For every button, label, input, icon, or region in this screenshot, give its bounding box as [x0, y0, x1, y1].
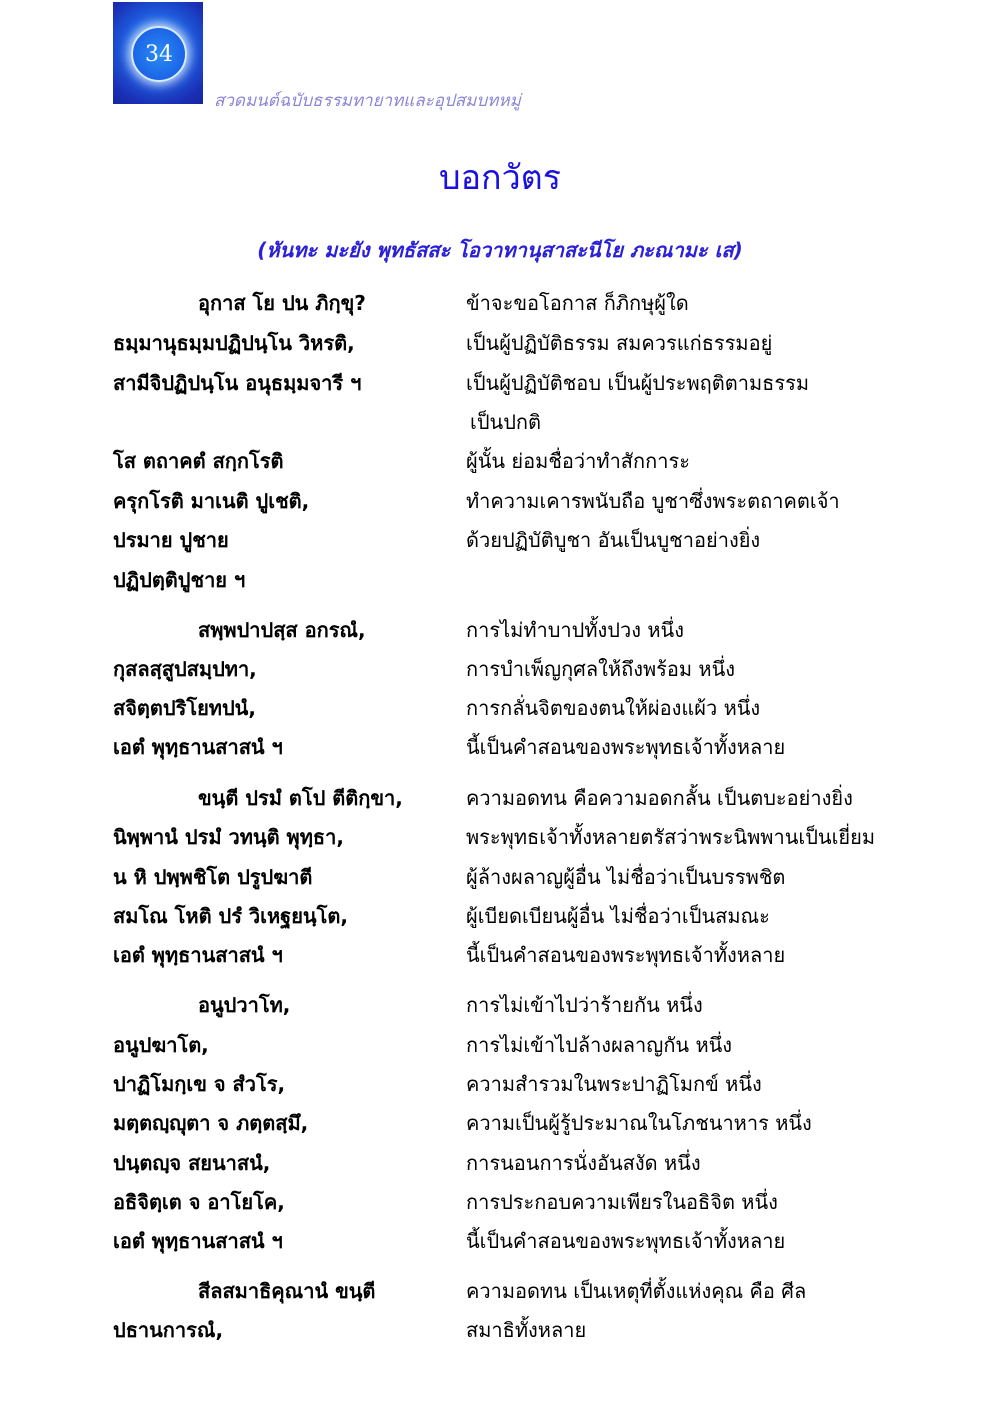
pali-line: เอตํ พุทฺธานสาสนํ ฯ — [113, 943, 283, 967]
thai-line: ด้วยปฏิบัติบูชา อันเป็นบูชาอย่างยิ่ง — [466, 528, 761, 552]
thai-line: การประกอบความเพียรในอธิจิต หนึ่ง — [466, 1190, 778, 1214]
book-title: สวดมนต์ฉบับธรรมทายาทและอุปสมบทหมู่ — [214, 91, 521, 111]
thai-line: การไม่ทำบาปทั้งปวง หนึ่ง — [466, 618, 684, 642]
chant-lead-in: (หันทะ มะยัง พุทธัสสะ โอวาทานุสาสะนีโย ภะณามะ เส) — [257, 238, 743, 262]
pali-line: ขนฺตี ปรมํ ตโป ตีติกฺขา, — [198, 786, 403, 810]
pali-line: อธิจิตฺเต จ อาโยโค, — [113, 1190, 285, 1214]
pali-line: ธมฺมานุธมฺมปฏิปนฺโน วิหรติ, — [113, 331, 355, 355]
thai-line: เป็นผู้ปฏิบัติชอบ เป็นผู้ประพฤติตามธรรม — [466, 371, 810, 395]
page-number: 34 — [131, 26, 187, 82]
thai-line: การไม่เข้าไปล้างผลาญกัน หนึ่ง — [466, 1033, 733, 1057]
thai-line: พระพุทธเจ้าทั้งหลายตรัสว่าพระนิพพานเป็นเยี่ยม — [466, 825, 876, 849]
thai-line: นี้เป็นคำสอนของพระพุทธเจ้าทั้งหลาย — [466, 735, 786, 759]
pali-line: สมโณ โหติ ปรํ วิเหฐยนฺโต, — [113, 904, 348, 928]
thai-line: สมาธิทั้งหลาย — [466, 1318, 587, 1342]
pali-line: เอตํ พุทฺธานสาสนํ ฯ — [113, 1229, 283, 1253]
thai-line: ข้าจะขอโอกาส ก็ภิกษุผู้ใด — [466, 291, 689, 315]
pali-line: น หิ ปพฺพชิโต ปรูปฆาตี — [113, 865, 313, 889]
thai-line: ผู้นั้น ย่อมชื่อว่าทำสักการะ — [466, 449, 690, 473]
thai-line: ผู้ล้างผลาญผู้อื่น ไม่ชื่อว่าเป็นบรรพชิต — [466, 865, 786, 889]
pali-line: โส ตถาคตํ สกฺกโรติ — [113, 449, 284, 473]
pali-line: ปรมาย ปูชาย — [113, 528, 229, 552]
thai-line: การไม่เข้าไปว่าร้ายกัน หนึ่ง — [466, 993, 703, 1017]
pali-line: มตฺตญฺญุตา จ ภตฺตสฺมึ, — [113, 1111, 309, 1135]
pali-line: เอตํ พุทฺธานสาสนํ ฯ — [113, 735, 283, 759]
pali-line: นิพฺพานํ ปรมํ วทนฺติ พุทฺธา, — [113, 825, 344, 849]
chant-title: บอกวัตร — [438, 158, 562, 198]
pali-line: สีลสมาธิคุณานํ ขนฺตี — [198, 1279, 376, 1303]
thai-line: การกลั่นจิตของตนให้ผ่องแผ้ว หนึ่ง — [466, 696, 761, 720]
pali-line: สจิตฺตปริโยทปนํ, — [113, 696, 256, 720]
thai-line: การนอนการนั่งอันสงัด หนึ่ง — [466, 1151, 701, 1175]
pali-line: อนูปวาโท, — [198, 993, 291, 1017]
pali-line: กุสลสฺสูปสมฺปทา, — [113, 657, 257, 681]
pali-line: ปาฏิโมกฺเข จ สํวโร, — [113, 1072, 286, 1096]
pali-line: สพฺพปาปสฺส อกรณํ, — [198, 618, 366, 642]
thai-line: ความอดทน เป็นเหตุที่ตั้งแห่งคุณ คือ ศีล — [466, 1279, 807, 1303]
pali-line: ปนฺตญฺจ สยนาสนํ, — [113, 1151, 271, 1175]
pali-line: ครุกโรติ มาเนติ ปูเชติ, — [113, 489, 310, 513]
thai-line: ความอดทน คือความอดกลั้น เป็นตบะอย่างยิ่ง — [466, 786, 853, 810]
thai-line: เป็นผู้ปฏิบัติธรรม สมควรแก่ธรรมอยู่ — [466, 331, 773, 355]
thai-line: การบำเพ็ญกุศลให้ถึงพร้อม หนึ่ง — [466, 657, 736, 681]
page-number-badge — [113, 2, 203, 104]
thai-line: ความเป็นผู้รู้ประมาณในโภชนาหาร หนึ่ง — [466, 1111, 812, 1135]
pali-line: อนูปฆาโต, — [113, 1033, 209, 1057]
thai-line: เป็นปกติ — [470, 410, 541, 434]
thai-line: ความสำรวมในพระปาฏิโมกข์ หนึ่ง — [466, 1072, 762, 1096]
pali-line: อุกาส โย ปน ภิกฺขุ? — [198, 291, 366, 315]
thai-line: นี้เป็นคำสอนของพระพุทธเจ้าทั้งหลาย — [466, 943, 786, 967]
thai-line: นี้เป็นคำสอนของพระพุทธเจ้าทั้งหลาย — [466, 1229, 786, 1253]
pali-line: ปธานการณํ, — [113, 1318, 224, 1342]
thai-line: ทำความเคารพนับถือ บูชาซึ่งพระตถาคตเจ้า — [466, 489, 840, 513]
pali-line: ปฏิปตฺติปูชาย ฯ — [113, 568, 246, 592]
pali-line: สามีจิปฏิปนฺโน อนุธมฺมจารี ฯ — [113, 371, 362, 395]
thai-line: ผู้เบียดเบียนผู้อื่น ไม่ชื่อว่าเป็นสมณะ — [466, 904, 770, 928]
